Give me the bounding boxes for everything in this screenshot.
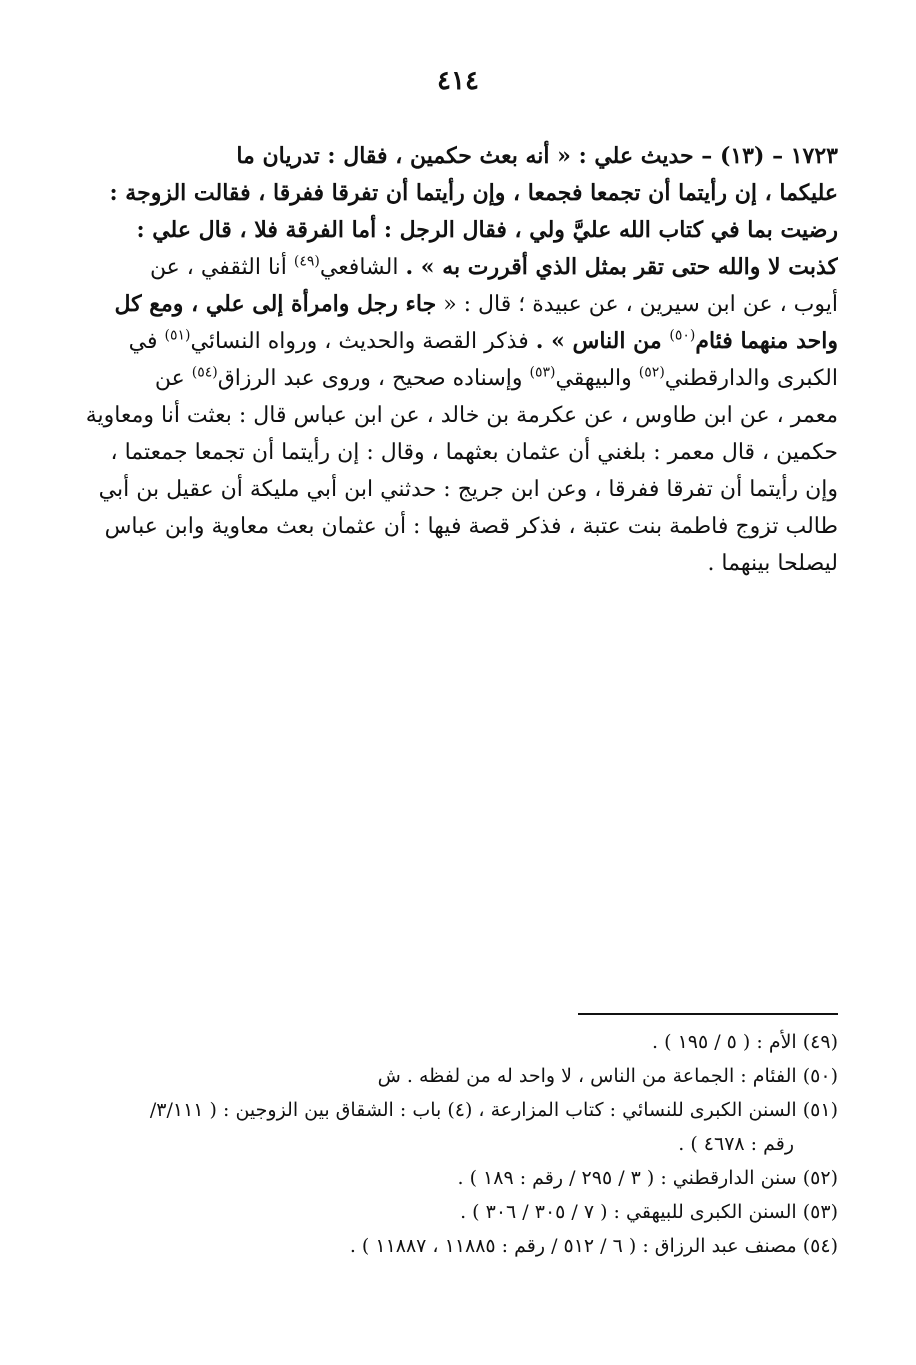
athar-text: جاء رجل وامرأة إلى علي ، ومع كل	[114, 291, 437, 317]
takhrij-text: فذكر القصة والحديث ، ورواه النسائي	[190, 329, 536, 354]
text-line-9	[73, 434, 838, 471]
takhrij-text: حكمين ، قال معمر : بلغني أن عثمان بعثهما ، وقال : إن رأيتما أن تجمعا جمعتما ،	[110, 440, 838, 465]
text-line-11	[73, 508, 838, 545]
text-line-1	[73, 138, 838, 175]
takhrij-text: في	[128, 329, 165, 354]
text-line-10	[73, 471, 838, 508]
footnote-52: (٥٢) سنن الدارقطني : ( ٣ / ٢٩٥ / رقم : ١٨٩ ) .	[457, 1167, 838, 1189]
hadith-text: عليكما ، إن رأيتما أن تجمعا فجمعا ، وإن رأيتما أن تفرقا ففرقا ، فقالت الزوجة :	[109, 180, 838, 206]
footnotes	[73, 1025, 838, 1263]
athar-text: من الناس » .	[535, 328, 670, 354]
text-line-3	[73, 212, 838, 249]
text-line-4	[73, 249, 838, 286]
athar-text: واحد منهما فئام	[695, 328, 838, 354]
footnote-51: (٥١) السنن الكبرى للنسائي : كتاب المزارعة ، (٤) باب : الشقاق بين الزوجين : ( ٣/١١١/	[149, 1099, 838, 1121]
footnote-53: (٥٣) السنن الكبرى للبيهقي : ( ٧ / ٣٠٥ / ٣٠٦ ) .	[460, 1201, 838, 1223]
takhrij-text: وإسناده صحيح ، وروى عبد الرزاق	[217, 366, 530, 391]
takhrij-text: الشافعي	[319, 255, 406, 280]
footnote-51-continued: رقم : ٤٦٧٨ ) .	[678, 1133, 794, 1155]
footnote-49: (٤٩) الأم : ( ٥ / ١٩٥ ) .	[652, 1031, 838, 1053]
takhrij-text: أيوب ، عن ابن سيرين ، عن عبيدة ؛ قال : «	[436, 292, 838, 317]
footnote-separator	[578, 1013, 838, 1015]
takhrij-text: ليصلحا بينهما .	[707, 551, 838, 576]
footnote-ref-51: (٥١)	[164, 327, 191, 344]
takhrij-text: طالب تزوج فاطمة بنت عتبة ، فذكر قصة فيها : أن عثمان بعث معاوية وابن عباس	[104, 514, 838, 539]
takhrij-text: أنا الثقفي ، عن	[149, 255, 294, 280]
hadith-heading: ١٧٢٣ – (١٣) – حديث علي : « أنه بعث حكمين ، فقال : تدريان ما	[236, 143, 838, 169]
footnote-ref-50: (٥٠)	[669, 327, 696, 344]
footnote-ref-53: (٥٣)	[529, 364, 556, 381]
text-line-2	[73, 175, 838, 212]
hadith-text: رضيت بما في كتاب الله عليَّ ولي ، فقال الرجل : أما الفرقة فلا ، قال علي :	[136, 217, 838, 243]
hadith-entry	[73, 138, 838, 582]
footnote-ref-54: (٥٤)	[191, 364, 218, 381]
takhrij-text: الكبرى والدارقطني	[664, 366, 838, 391]
takhrij-text: والبيهقي	[555, 366, 639, 391]
text-line-5	[73, 286, 838, 323]
takhrij-text: معمر ، عن ابن طاوس ، عن عكرمة بن خالد ، عن ابن عباس قال : بعثت أنا ومعاوية	[85, 403, 838, 428]
footnote-ref-49: (٤٩)	[293, 253, 320, 270]
footnote-54: (٥٤) مصنف عبد الرزاق : ( ٦ / ٥١٢ / رقم : ١١٨٨٥ ، ١١٨٨٧ ) .	[349, 1235, 838, 1257]
hadith-text: كذبت لا والله حتى تقر بمثل الذي أقررت به » .	[405, 254, 838, 280]
page-number: ٤١٤	[437, 66, 479, 96]
footnote-ref-52: (٥٢)	[638, 364, 665, 381]
text-line-12	[73, 545, 838, 582]
takhrij-text: وإن رأيتما أن تفرقا ففرقا ، وعن ابن جريج : حدثني ابن أبي مليكة أن عقيل بن أبي	[98, 477, 838, 502]
text-line-8	[73, 397, 838, 434]
text-line-6	[73, 323, 838, 360]
text-line-7	[73, 360, 838, 397]
takhrij-text: عن	[154, 366, 192, 391]
footnote-50: (٥٠) الفئام : الجماعة من الناس ، لا واحد له من لفظه . ش	[377, 1065, 838, 1087]
